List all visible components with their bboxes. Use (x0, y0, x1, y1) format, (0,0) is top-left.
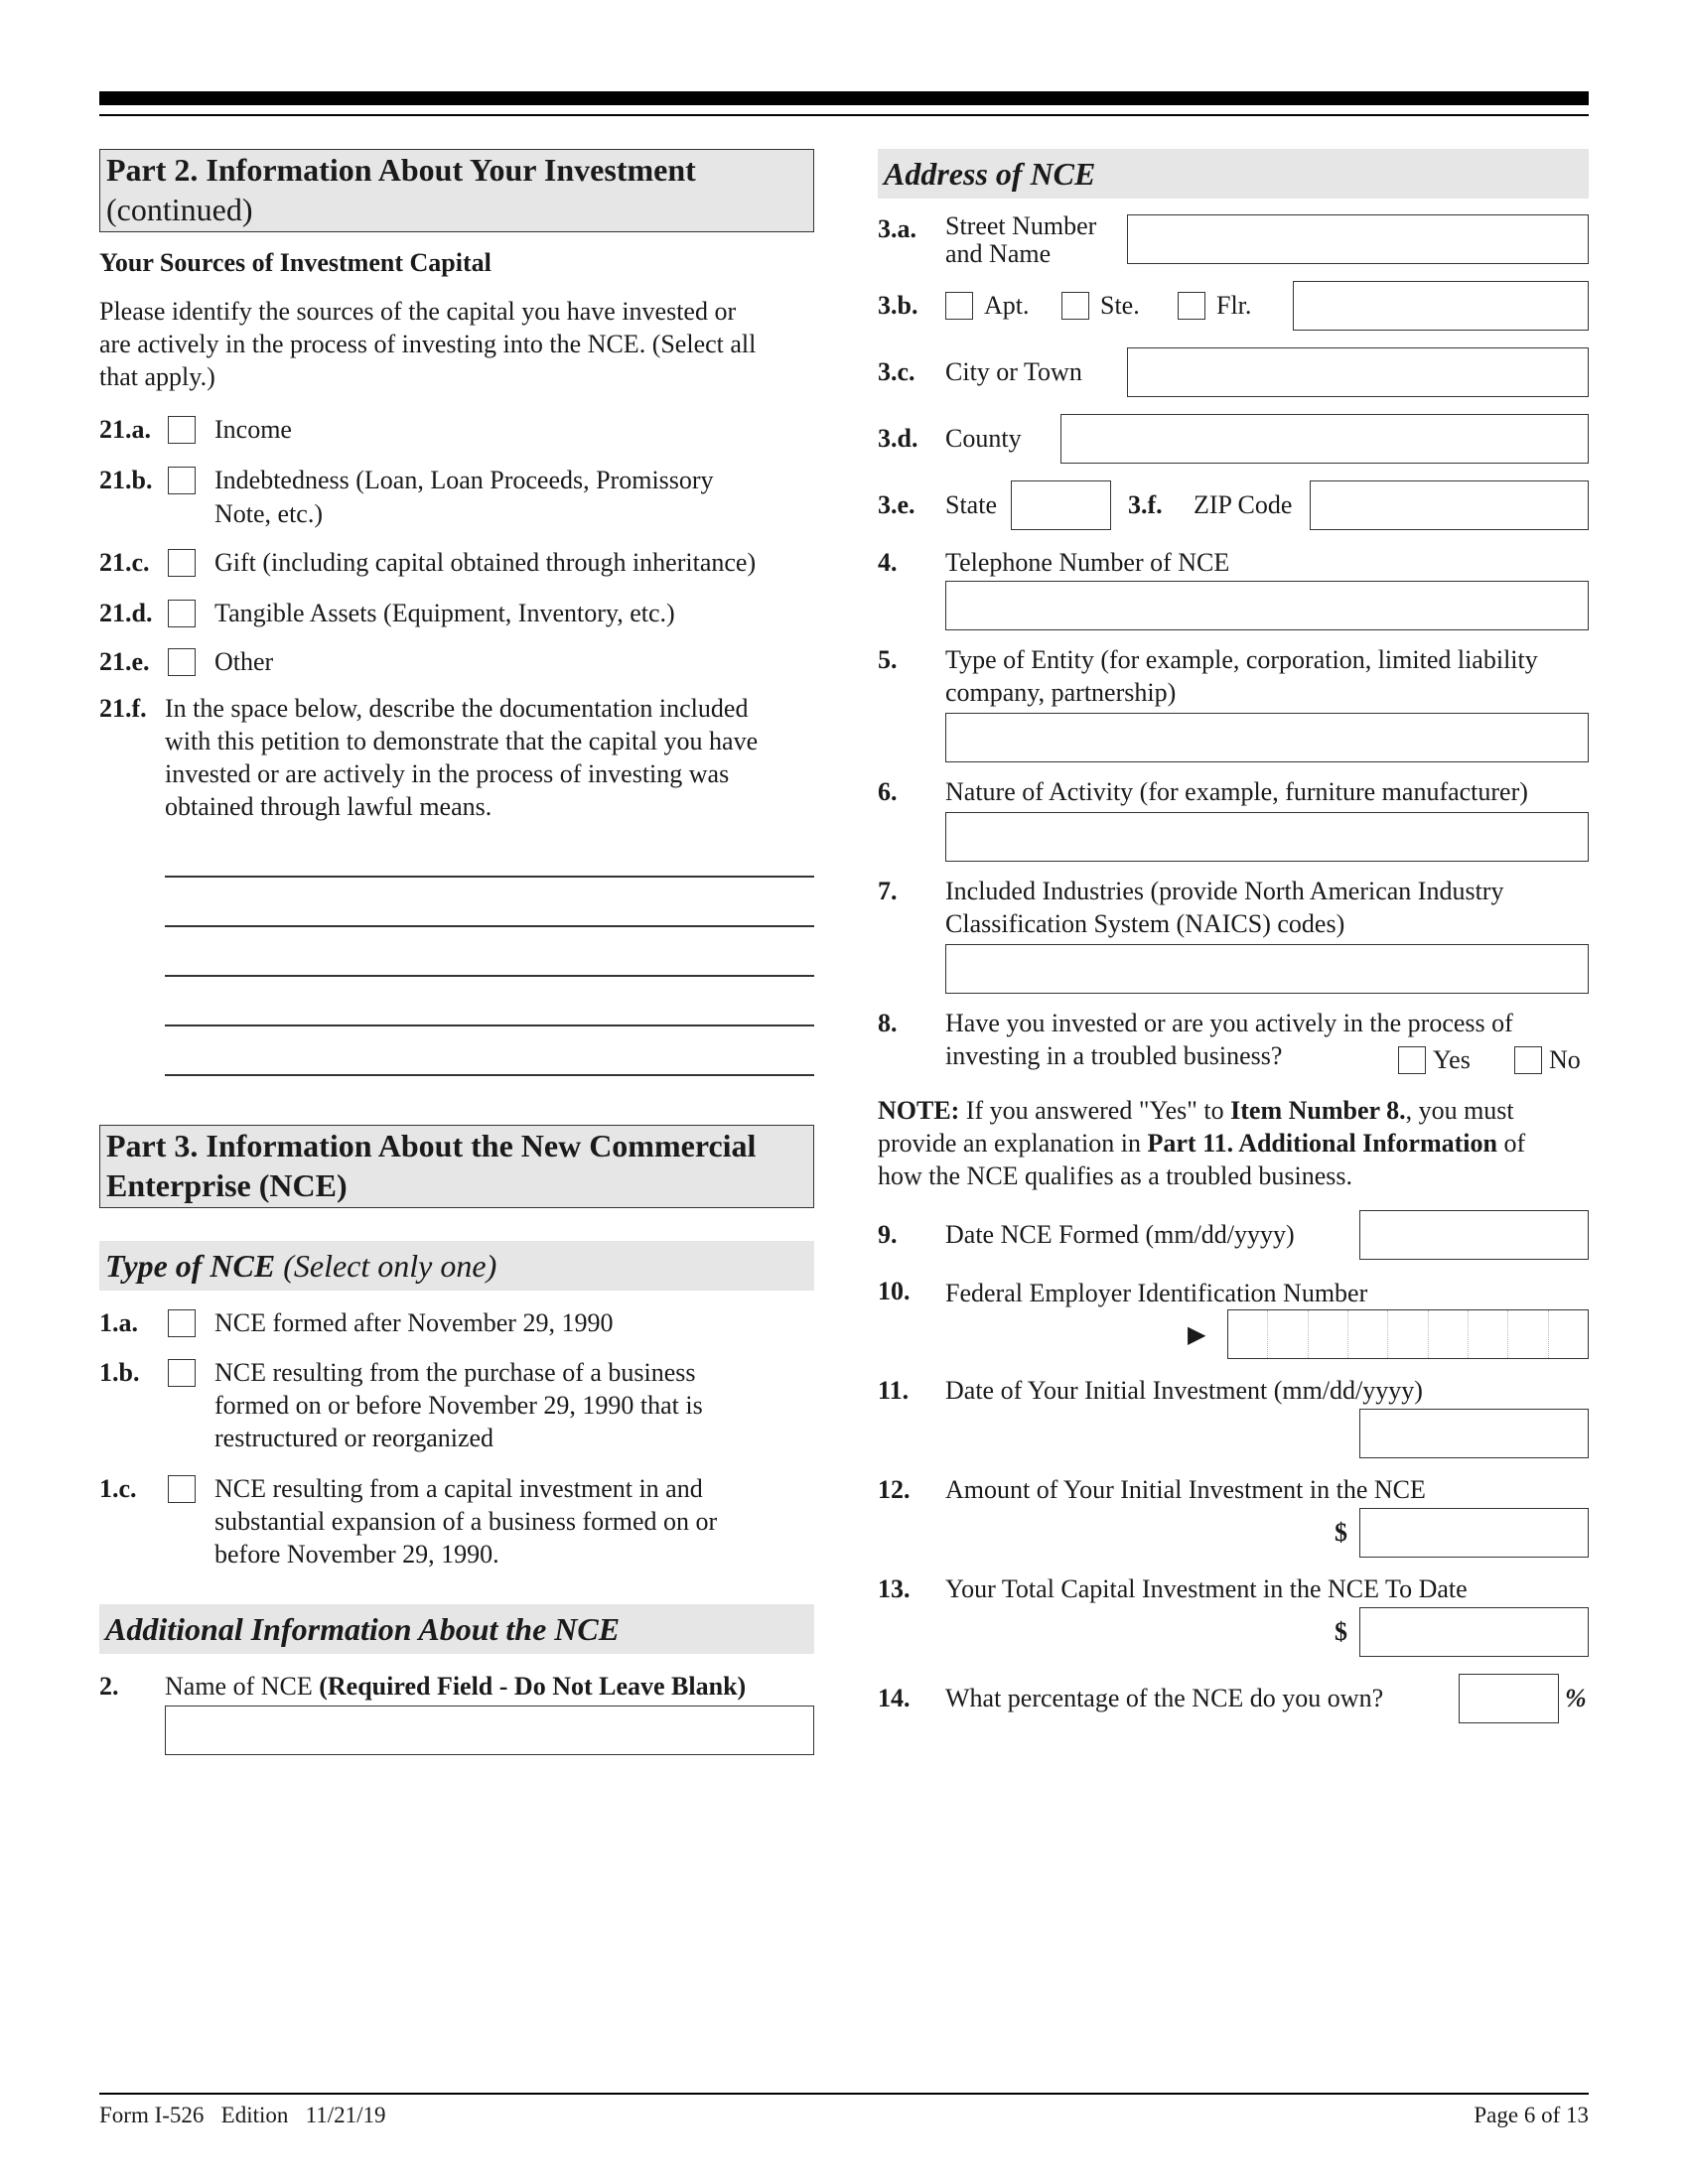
checkbox-indebtedness[interactable] (168, 467, 196, 494)
item-f-line-1: In the space below, describe the documentation included (165, 694, 749, 723)
fein-digit[interactable] (1469, 1310, 1508, 1358)
item-number: 3.a. (878, 214, 916, 243)
initial-date-label: Date of Your Initial Investment (mm/dd/yyyy) (945, 1376, 1423, 1405)
fein-digit[interactable] (1429, 1310, 1469, 1358)
footer-form-edition: Form I-526 Edition 11/21/19 (99, 2103, 386, 2127)
troubled-label-2: investing in a troubled business? (945, 1041, 1283, 1070)
fein-digit[interactable] (1348, 1310, 1388, 1358)
county-label: County (945, 424, 1022, 453)
street-label-2: and Name (945, 239, 1052, 268)
label-tangible-assets: Tangible Assets (Equipment, Inventory, etc.) (214, 599, 675, 627)
entity-label-2: company, partnership) (945, 678, 1177, 707)
checkbox-tangible-assets[interactable] (168, 600, 196, 627)
fein-digit[interactable] (1388, 1310, 1428, 1358)
zip-label: ZIP Code (1194, 490, 1293, 519)
part3-header (99, 1125, 814, 1208)
county-input[interactable] (1060, 414, 1589, 464)
checkbox-flr[interactable] (1178, 292, 1205, 320)
activity-input[interactable] (945, 812, 1589, 862)
total-investment-input[interactable] (1359, 1607, 1589, 1657)
item-number: 10. (878, 1277, 911, 1305)
total-investment-label: Your Total Capital Investment in the NCE To Date (945, 1574, 1468, 1603)
part2-header (99, 149, 814, 232)
note-item-ref: Item Number 8. (1230, 1096, 1406, 1125)
additional-info-heading: Additional Information About the NCE (99, 1604, 814, 1654)
item-number: 5. (878, 645, 898, 674)
item-number: 21.d. (99, 599, 153, 627)
item-number: 9. (878, 1220, 898, 1249)
type-1c-line-1: NCE resulting from a capital investment in and (214, 1474, 703, 1503)
apt-label: Apt. (984, 291, 1030, 320)
item-number: 3.c. (878, 357, 915, 386)
item-number: 12. (878, 1475, 911, 1504)
street-label-1: Street Number (945, 211, 1097, 240)
type-1b-line-1: NCE resulting from the purchase of a business (214, 1358, 696, 1387)
item-number: 1.c. (99, 1474, 137, 1503)
date-formed-label: Date NCE Formed (mm/dd/yyyy) (945, 1220, 1295, 1249)
label-gift: Gift (including capital obtained through inheritance) (214, 548, 757, 577)
city-input[interactable] (1127, 347, 1589, 397)
percentage-label: What percentage of the NCE do you own? (945, 1684, 1384, 1712)
part3-title-1: Part 3. Information About the New Commercial (106, 1128, 757, 1163)
label-other: Other (214, 647, 274, 676)
item-number: 3.b. (878, 291, 918, 320)
industries-label-1: Included Industries (provide North American Industry (945, 877, 1504, 905)
note-part-ref: Part 11. Additional Information (1147, 1129, 1497, 1158)
type-1a-line-1: NCE formed after November 29, 1990 (214, 1308, 614, 1337)
note-line-2 (878, 1127, 1525, 1160)
item-number: 14. (878, 1684, 911, 1712)
checkbox-nce-formed-after[interactable] (168, 1309, 196, 1337)
label-indebtedness-2: Note, etc.) (214, 499, 324, 528)
sources-intro-2: are actively in the process of investing into the NCE. (Select all (99, 330, 757, 358)
item-f-line-4: obtained through lawful means. (165, 792, 492, 821)
checkbox-ste[interactable] (1061, 292, 1089, 320)
part3-title-2: Enterprise (NCE) (106, 1167, 348, 1203)
label-indebtedness: Indebtedness (Loan, Loan Proceeds, Promissory (214, 466, 714, 494)
percent-sign: % (1565, 1684, 1587, 1712)
nce-name-required: (Required Field - Do Not Leave Blank) (319, 1672, 747, 1701)
item-number: 1.a. (99, 1308, 138, 1337)
item-f-line-2: with this petition to demonstrate that the capital you have (165, 727, 759, 755)
checkbox-other[interactable] (168, 648, 196, 676)
item-number: 7. (878, 877, 898, 905)
initial-amount-input[interactable] (1359, 1508, 1589, 1558)
zip-input[interactable] (1310, 480, 1589, 530)
type-1b-line-3: restructured or reorganized (214, 1424, 494, 1452)
phone-input[interactable] (945, 581, 1589, 630)
fein-input[interactable] (1227, 1309, 1589, 1359)
ste-label: Ste. (1100, 291, 1140, 320)
troubled-no-label: No (1549, 1045, 1581, 1074)
item-number: 1.b. (99, 1358, 140, 1387)
label-income: Income (214, 415, 292, 444)
checkbox-gift[interactable] (168, 549, 196, 577)
street-input[interactable] (1127, 214, 1589, 264)
unit-number-input[interactable] (1293, 281, 1589, 331)
entity-label-1: Type of Entity (for example, corporation, limited liability (945, 645, 1538, 674)
writing-line-1[interactable] (165, 876, 814, 878)
type-1b-line-2: formed on or before November 29, 1990 that is (214, 1391, 703, 1420)
top-rule (99, 114, 1589, 116)
note-label: NOTE: (878, 1096, 960, 1125)
checkbox-nce-purchase[interactable] (168, 1359, 196, 1387)
writing-line-5[interactable] (165, 1074, 814, 1076)
item-number: 21.c. (99, 548, 150, 577)
writing-line-3[interactable] (165, 975, 814, 977)
entity-type-input[interactable] (945, 713, 1589, 762)
item-number: 21.a. (99, 415, 151, 444)
nce-name-input[interactable] (165, 1706, 814, 1755)
item-number: 6. (878, 777, 898, 806)
checkbox-troubled-yes[interactable] (1398, 1046, 1426, 1074)
initial-date-input[interactable] (1359, 1409, 1589, 1458)
state-label: State (945, 490, 997, 519)
type-of-nce-title: Type of NCE (105, 1248, 276, 1284)
fein-digit[interactable] (1268, 1310, 1308, 1358)
item-number: 21.e. (99, 647, 150, 676)
type-of-nce-note: (Select only one) (283, 1248, 497, 1284)
checkbox-nce-expansion[interactable] (168, 1475, 196, 1503)
checkbox-income[interactable] (168, 416, 196, 444)
item-f-line-3: invested or are actively in the process of investing was (165, 759, 730, 788)
naics-input[interactable] (945, 944, 1589, 994)
troubled-label-1: Have you invested or are you actively in the process of (945, 1009, 1513, 1037)
item-number: 13. (878, 1574, 911, 1603)
fein-digit[interactable] (1309, 1310, 1348, 1358)
note-line-3: how the NCE qualifies as a troubled business. (878, 1161, 1353, 1190)
phone-label: Telephone Number of NCE (945, 548, 1230, 577)
note-text-d: provide an explanation in (878, 1129, 1148, 1158)
date-formed-input[interactable] (1359, 1210, 1589, 1260)
note-text-a: If you answered "Yes" to (959, 1096, 1231, 1125)
note-text-f: of (1496, 1129, 1526, 1158)
item-number: 3.f. (1128, 490, 1163, 519)
flr-label: Flr. (1216, 291, 1252, 320)
item-number: 4. (878, 548, 898, 577)
fein-digit[interactable] (1228, 1310, 1268, 1358)
writing-line-2[interactable] (165, 925, 814, 927)
address-heading: Address of NCE (878, 149, 1589, 199)
note-text-c: , you must (1405, 1096, 1514, 1125)
part2-title-continued: (continued) (106, 192, 253, 227)
industries-label-2: Classification System (NAICS) codes) (945, 909, 1345, 938)
item-number: 21.b. (99, 466, 153, 494)
checkbox-troubled-no[interactable] (1514, 1046, 1542, 1074)
item-number: 11. (878, 1376, 910, 1405)
item-number: 21.f. (99, 694, 147, 723)
city-label: City or Town (945, 357, 1082, 386)
sources-intro-1: Please identify the sources of the capital you have invested or (99, 297, 737, 326)
item-number: 8. (878, 1009, 898, 1037)
activity-label: Nature of Activity (for example, furniture manufacturer) (945, 777, 1528, 806)
type-of-nce-heading (99, 1241, 814, 1291)
troubled-yes-label: Yes (1433, 1045, 1471, 1074)
fein-digit[interactable] (1549, 1310, 1588, 1358)
nce-name-label (165, 1670, 746, 1704)
state-input[interactable] (1011, 480, 1111, 530)
item-number: 3.d. (878, 424, 918, 453)
footer-page-number: Page 6 of 13 (1474, 2103, 1589, 2127)
sources-intro-3: that apply.) (99, 362, 215, 391)
dollar-sign: $ (1335, 1518, 1347, 1547)
sources-heading: Your Sources of Investment Capital (99, 248, 492, 277)
item-number: 2. (99, 1672, 119, 1701)
fein-label: Federal Employer Identification Number (945, 1279, 1368, 1307)
fein-arrow-icon: ▶ (1188, 1322, 1206, 1348)
writing-line-4[interactable] (165, 1024, 814, 1026)
top-bar (99, 91, 1589, 105)
percentage-input[interactable] (1459, 1674, 1559, 1723)
dollar-sign: $ (1335, 1617, 1347, 1646)
checkbox-apt[interactable] (945, 292, 973, 320)
type-1c-line-2: substantial expansion of a business formed on or (214, 1507, 718, 1536)
fein-digit[interactable] (1508, 1310, 1548, 1358)
footer-rule (99, 2093, 1589, 2095)
initial-amount-label: Amount of Your Initial Investment in the NCE (945, 1475, 1426, 1504)
type-1c-line-3: before November 29, 1990. (214, 1540, 499, 1569)
part2-title: Part 2. Information About Your Investment (106, 152, 696, 188)
note-line-1 (878, 1094, 1514, 1128)
nce-name-label-text: Name of NCE (165, 1672, 313, 1701)
item-number: 3.e. (878, 490, 915, 519)
